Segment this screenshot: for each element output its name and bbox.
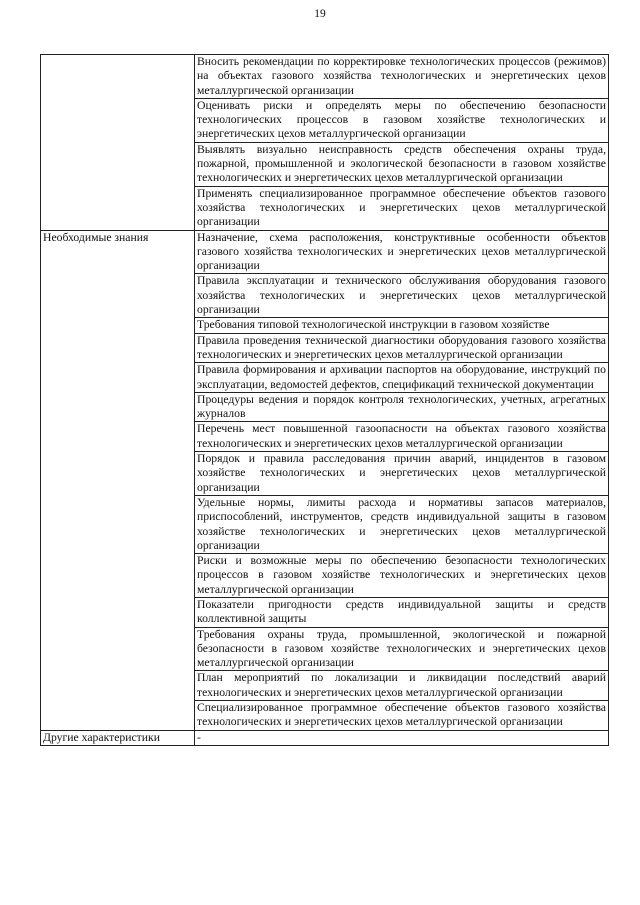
- knowledge-item: План мероприятий по локализации и ликвидации последствий аварий технологических и энергетических цехов металлургической организации: [195, 671, 609, 701]
- other-characteristics-label: Другие характеристики: [41, 730, 195, 745]
- table-row: [41, 55, 609, 99]
- skill-item: Вносить рекомендации по корректировке технологических процессов (режимов) на объектах газового хозяйства технологических и энергетических цехов металлургической организации: [195, 55, 609, 99]
- table-row: [41, 230, 609, 274]
- table-row: [41, 730, 609, 745]
- knowledge-item: Удельные нормы, лимиты расхода и нормативы запасов материалов, приспособлений, инструментов, средств индивидуальной защиты в газовом хозяйстве технологических и энергетических цехов металлургической организации: [195, 495, 609, 553]
- knowledge-item: Правила эксплуатации и технического обслуживания оборудования газового хозяйства технологических и энергетических цехов металлургической организации: [195, 274, 609, 318]
- knowledge-item: Требования типовой технологической инструкции в газовом хозяйстве: [195, 318, 609, 333]
- knowledge-item: Порядок и правила расследования причин аварий, инцидентов в газовом хозяйстве технологических и энергетических цехов металлургической организации: [195, 452, 609, 496]
- competency-table: [40, 54, 609, 746]
- other-characteristics-value: -: [195, 730, 609, 745]
- knowledge-label: Необходимые знания: [41, 230, 195, 730]
- knowledge-item: Правила проведения технической диагностики оборудования газового хозяйства технологических и энергетических цехов металлургической организации: [195, 333, 609, 363]
- knowledge-item: Специализированное программное обеспечение объектов газового хозяйства технологических и энергетических цехов металлургической организации: [195, 701, 609, 731]
- knowledge-item: Правила формирования и архивации паспортов на оборудование, инструкций по эксплуатации, ведомостей дефектов, спецификаций технической документации: [195, 363, 609, 393]
- skill-item: Выявлять визуально неисправность средств обеспечения охраны труда, пожарной, промышленной и экологической безопасности в газовом хозяйстве технологических и энергетических цехов металлургической организации: [195, 142, 609, 186]
- knowledge-item: Риски и возможные меры по обеспечению безопасности технологических процессов в газовом хозяйстве технологических и энергетических цехов металлургической организации: [195, 554, 609, 598]
- knowledge-item: Перечень мест повышенной газоопасности на объектах газового хозяйства технологических и энергетических цехов металлургической организации: [195, 422, 609, 452]
- knowledge-item: Процедуры ведения и порядок контроля технологических, учетных, агрегатных журналов: [195, 392, 609, 422]
- skills-label-cell: [41, 55, 195, 231]
- skill-item: Применять специализированное программное обеспечение объектов газового хозяйства технологических и энергетических цехов металлургической организации: [195, 186, 609, 230]
- knowledge-item: Требования охраны труда, промышленной, экологической и пожарной безопасности в газовом хозяйстве технологических и энергетических цехов металлургической организации: [195, 627, 609, 671]
- skill-item: Оценивать риски и определять меры по обеспечению безопасности технологических процессов в газовом хозяйстве технологических и энергетических цехов металлургической организации: [195, 98, 609, 142]
- page-number: 19: [314, 8, 326, 20]
- knowledge-item: Показатели пригодности средств индивидуальной защиты и средств коллективной защиты: [195, 597, 609, 627]
- knowledge-item: Назначение, схема расположения, конструктивные особенности объектов газового хозяйства технологических и энергетических цехов металлургической организации: [195, 230, 609, 274]
